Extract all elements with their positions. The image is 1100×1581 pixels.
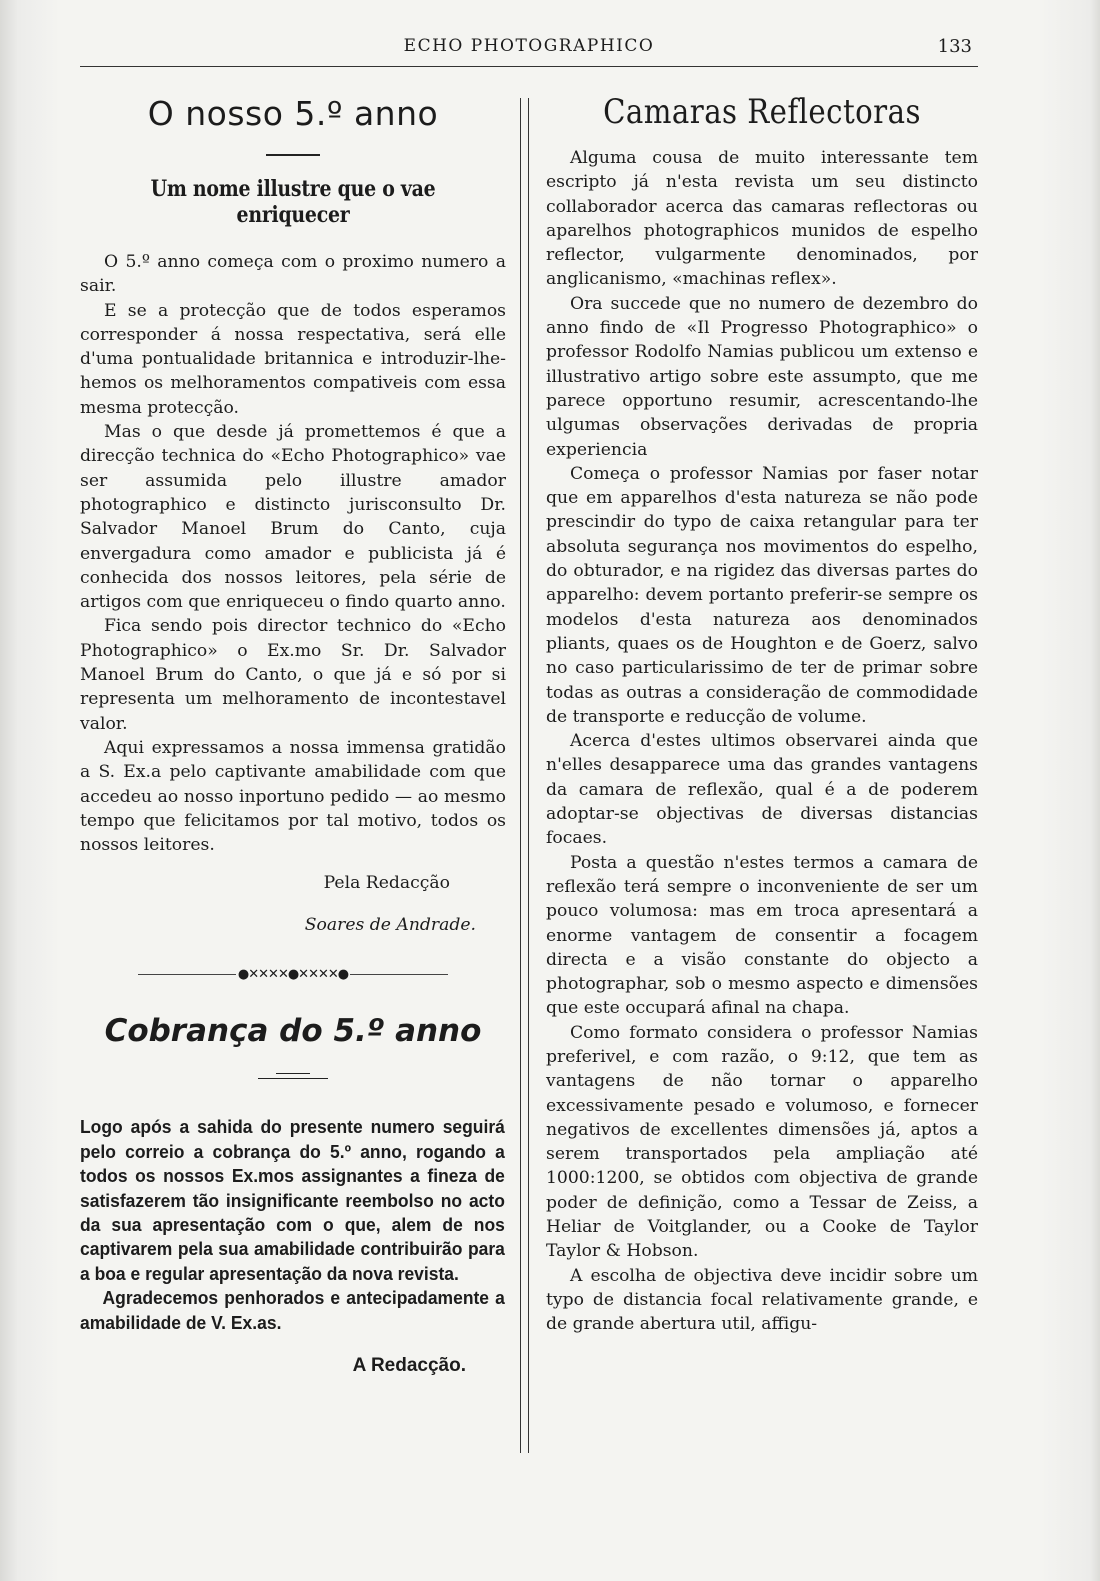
- running-title: ECHO PHOTOGRAPHICO: [403, 36, 655, 56]
- article-body-camaras: [546, 146, 978, 1337]
- column-divider: [520, 98, 529, 1453]
- paragraph: A escolha de objectiva deve incidir sobre um typo de distancia focal relativamente grande, e de grande abertura util, affigu-: [546, 1265, 978, 1335]
- article-body-anno: [80, 250, 506, 857]
- cobranca-paragraph: Logo após a sahida do presente numero seguirá pelo correio a cobrança do 5.º anno, rogando a todos os nossos Ex.mos assignantes a fineza de satisfazerem tão insignificante reembolso no acto da sua apresentação com o que, alem de nos captivarem pela sua amabilidade contribuirão para a boa e regular apresentação da nova revista.: [80, 1116, 505, 1284]
- double-rule: [258, 1073, 328, 1079]
- ornament-glyph: ●✕✕✕✕●✕✕✕✕●: [237, 966, 349, 982]
- cobranca-title: Cobrança do 5.º anno: [104, 1013, 482, 1050]
- paragraph: Posta a questão n'estes termos a camara de reflexão terá sempre o inconveniente de ser um pouco volumosa: mas em troca apresentará a enorme vantagem de consentir a focagem directa e a visão constante do objecto a photographar, sob o mesmo aspecto e dimensões que este occupará afinal na chapa.: [546, 852, 978, 1019]
- cobranca-paragraph: Agradecemos penhorados e antecipadamente a amabilidade de V. Ex.as.: [80, 1287, 505, 1333]
- cobranca-body: [80, 1115, 506, 1335]
- paragraph: Ora succede que no numero de dezembro do anno findo de «Il Progresso Photographico» o professor Rodolfo Namias publicou um extenso e illustrativo artigo sobre este assumpto, que me parece opportuno resumir, acrescentando-lhe ulgumas observações derivadas de propria experiencia: [546, 293, 978, 460]
- paragraph: O 5.º anno começa com o proximo numero a sair.: [80, 252, 506, 297]
- paragraph: Como formato considera o professor Namias preferivel, e com razão, o 9:12, que tem as vantagens de não tornar o apparelho excessivamente pesado e volumoso, e fornecer negativos de excellentes dimensões já, aptos a serem transportados pela ampliação até 1000:1200, se obtidos com objectiva de grande poder de definição, como a Tessar de Zeiss, a Heliar de Voitglander, ou a Cooke de Taylor Taylor & Hobson.: [546, 1022, 978, 1262]
- article-title-camaras: Camaras Reflectoras: [603, 92, 921, 132]
- article-subtitle: Um nome illustre que o vae enriquecer: [150, 176, 436, 228]
- left-column: [80, 86, 506, 1377]
- signature-redaccao: Pela Redacção: [323, 873, 450, 894]
- page-number: 133: [937, 36, 972, 57]
- title-rule: [266, 154, 320, 156]
- paragraph: Mas o que desde já promettemos é que a direcção technica do «Echo Photographico» vae ser assumida pelo illustre amador photographico e distincto jurisconsulto Dr. Salvador Manoel Brum do Canto, cuja envergadura como amador e publicista já é conhecida dos nossos leitores, pela série de artigos com que enriqueceu o findo quarto anno.: [80, 422, 506, 613]
- ornamental-divider: [138, 967, 448, 981]
- paragraph: Acerca d'estes ultimos observarei ainda que n'elles desapparece uma das grandes vantagens da camara de reflexão, qual é a de poderem adoptar-se objectivas de diversas distancias focaes.: [546, 731, 978, 849]
- running-head: [80, 36, 978, 67]
- paragraph: E se a protecção que de todos esperamos corresponder á nossa respectativa, será elle d'uma pontualidade britannica e introduzir-lhe-hemos os melhoramentos compativeis com essa mesma protecção.: [80, 300, 506, 418]
- paragraph: Começa o professor Namias por faser notar que em apparelhos d'esta natureza se não pode prescindir do typo de caixa retangular para ter absoluta segurança nos movimentos do espelho, do obturador, e na rigidez das diversas partes do apparelho: devem portanto preferir-se sempre os modelos d'esta natureza aos denominados pliants, quaes os de Houghton e de Goerz, salvo no caso particularissimo de ter de primar sobre todas as outras a consideração de commodidade de transporte e reducção de volume.: [546, 463, 978, 727]
- right-column: [546, 86, 978, 1337]
- article-title-anno: O nosso 5.º anno: [147, 94, 439, 133]
- paragraph: Aqui expressamos a nossa immensa gratidão a S. Ex.a pelo captivante amabilidade com que accedeu ao nosso inportuno pedido — ao mesmo tempo que felicitamos por tal motivo, todos os nossos leitores.: [80, 737, 506, 856]
- ornament-line: [138, 974, 236, 975]
- paragraph: Fica sendo pois director technico do «Echo Photographico» o Ex.mo Sr. Dr. Salvador Manoel Brum do Canto, o que já e só por si representa um melhoramento de incontestavel valor.: [80, 616, 506, 734]
- paragraph: Alguma cousa de muito interessante tem escripto já n'esta revista um seu distincto collaborador acerca das camaras reflectoras ou aparelhos photographicos munidos de espelho reflector, vulgarmente denominados, por anglicanismo, «machinas reflex».: [546, 148, 978, 290]
- signature-author: Soares de Andrade.: [304, 915, 476, 936]
- ornament-line: [350, 974, 448, 975]
- cobranca-signature: A Redacção.: [352, 1355, 466, 1377]
